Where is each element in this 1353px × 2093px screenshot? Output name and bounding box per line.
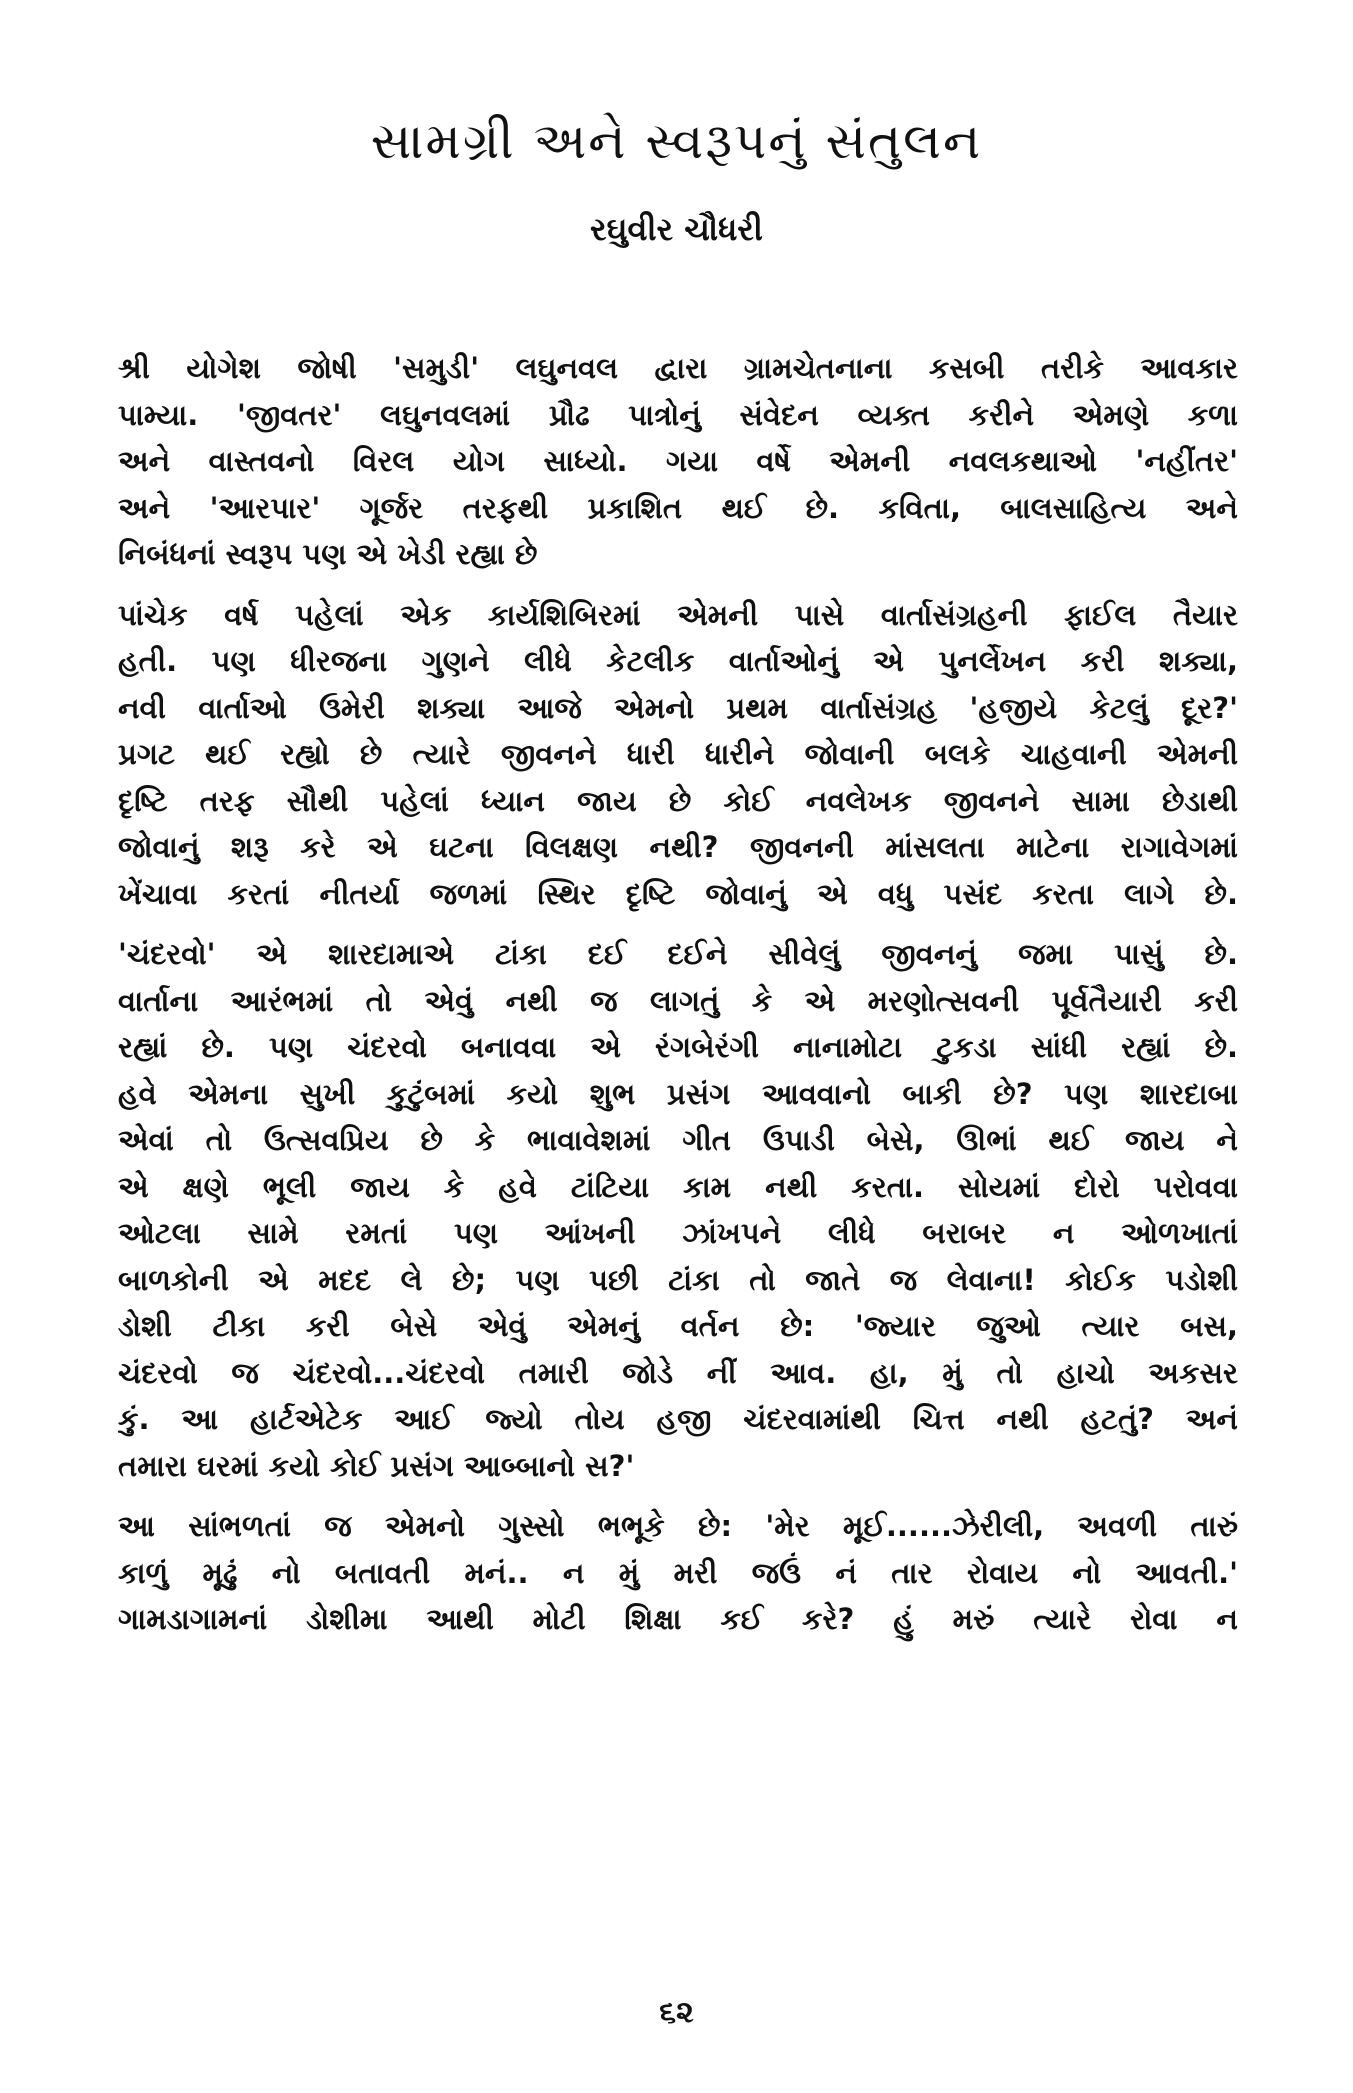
text-line: અને વાસ્તવનો વિરલ યોગ સાધ્યો. ગયા વર્ષે એમની નવલકથાઓ 'નહીંતર' bbox=[118, 444, 1238, 478]
text-line: શ્રી યોગેશ જોષી 'સમુડી' લઘુનવલ દ્વારા ગ્રામચેતનાના કસબી તરીકે આવકાર bbox=[118, 351, 1238, 385]
text-line: દૃષ્ટિ તરફ સૌથી પહેલાં ધ્યાન જાય છે કોઈ નવલેખક જીવનને સામા છેડાથી bbox=[118, 783, 1238, 818]
text-line: આ સાંભળતાં જ એમનો ગુસ્સો ભભૂકે છે: 'મેર મૂઈ......ઝેરીલી, અવળી તારું bbox=[118, 1509, 1238, 1543]
paragraph-3 bbox=[118, 931, 1238, 1489]
text-line: નવી વાર્તાઓ ઉમેરી શક્યા આજે એમનો પ્રથમ વાર્તાસંગ્રહ 'હજીયે કેટલું દૂર?' bbox=[118, 690, 1238, 725]
text-line: નિબંધનાં સ્વરૂપ પણ એ ખેડી રહ્યા છે bbox=[118, 537, 538, 571]
text-line: કું. આ હાર્ટએટેક આઈ જ્યો તોય હજી ચંદરવામાંથી ચિત્ત નથી હટતું? અનં bbox=[118, 1402, 1238, 1436]
text-line: ઓટલા સામે રમતાં પણ આંખની ઝાંખપને લીધે બરાબર ન ઓળખાતાં bbox=[118, 1216, 1238, 1250]
page-title: સામગ્રી અને સ્વરૂપનું સંતુલન bbox=[370, 112, 983, 170]
text-line: કાળું મૂઢું નો બતાવતી મનં.. ન મું મરી જઉં નં તાર રોવાય નો આવતી.' bbox=[118, 1555, 1238, 1590]
paragraph-2 bbox=[118, 592, 1238, 918]
text-line: ગામડાગામનાં ડોશીમા આથી મોટી શિક્ષા કઈ કરે? હું મરું ત્યારે રોવા ન bbox=[118, 1602, 1238, 1636]
author-name: રઘુવીર ચૌધરી bbox=[590, 210, 763, 248]
text-line: ચંદરવો જ ચંદરવો...ચંદરવો તમારી જોડે નીં આવ. હા, મું તો હાચો અકસર bbox=[118, 1355, 1238, 1390]
text-line: ખેંચાવા કરતાં નીતર્યા જળમાં સ્થિર દૃષ્ટિ જોવાનું એ વધુ પસંદ કરતા લાગે છે. bbox=[118, 876, 1238, 911]
text-line: એ ક્ષણે ભૂલી જાય કે હવે ટાંટિયા કામ નથી કરતા. સોયમાં દોરો પરોવવા bbox=[118, 1169, 1238, 1204]
text-line: હતી. પણ ધીરજના ગુણને લીધે કેટલીક વાર્તાઓનું એ પુનર્લેખન કરી શક્યા, bbox=[118, 644, 1238, 678]
page-number: ૬૨ bbox=[659, 1995, 694, 2030]
text-line: જોવાનું શરૂ કરે એ ઘટના વિલક્ષણ નથી? જીવનની માંસલતા માટેના રાગાવેગમાં bbox=[118, 830, 1238, 864]
text-line: રહ્યાં છે. પણ ચંદરવો બનાવવા એ રંગબેરંગી નાનામોટા ટુકડા સાંધી રહ્યાં છે. bbox=[118, 1030, 1238, 1064]
text-line: તમારા ઘરમાં કયો કોઈ પ્રસંગ આબ્બાનો સ?' bbox=[118, 1448, 635, 1483]
text-line: એવાં તો ઉત્સવપ્રિય છે કે ભાવાવેશમાં ગીત ઉપાડી બેસે, ઊભાં થઈ જાય ને bbox=[118, 1123, 1238, 1157]
article-body bbox=[118, 345, 1238, 1657]
text-line: 'ચંદરવો' એ શારદામાએ ટાંકા દઈ દઈને સીવેલું જીવનનું જમા પાસું છે. bbox=[118, 937, 1238, 971]
text-line: હવે એમના સુખી કુટુંબમાં કયો શુભ પ્રસંગ આવવાનો બાકી છે? પણ શારદાબા bbox=[118, 1076, 1238, 1111]
text-line: પ્રગટ થઈ રહ્યો છે ત્યારે જીવનને ધારી ધારીને જોવાની બલકે ચાહવાની એમની bbox=[118, 737, 1238, 771]
text-line: અને 'આરપાર' ગૂર્જર તરફથી પ્રકાશિત થઈ છે. કવિતા, બાલસાહિત્ય અને bbox=[118, 490, 1238, 525]
text-line: પાંચેક વર્ષ પહેલાં એક કાર્યશિબિરમાં એમની પાસે વાર્તાસંગ્રહની ફાઈલ તૈયાર bbox=[118, 597, 1238, 632]
text-line: ડોશી ટીકા કરી બેસે એવું એમનું વર્તન છે: 'જ્યાર જુઓ ત્યાર બસ, bbox=[118, 1309, 1238, 1343]
text-line: પામ્યા. 'જીવતર' લઘુનવલમાં પ્રૌઢ પાત્રોનું સંવેદન વ્યક્ત કરીને એમણે કળા bbox=[118, 397, 1238, 432]
text-line: બાળકોની એ મદદ લે છે; પણ પછી ટાંકા તો જાતે જ લેવાના! કોઈક પડોશી bbox=[118, 1262, 1238, 1297]
paragraph-4 bbox=[118, 1503, 1238, 1643]
paragraph-1 bbox=[118, 345, 1238, 578]
text-line: વાર્તાના આરંભમાં તો એવું નથી જ લાગતું કે એ મરણોત્સવની પૂર્વતૈયારી કરી bbox=[118, 983, 1238, 1018]
